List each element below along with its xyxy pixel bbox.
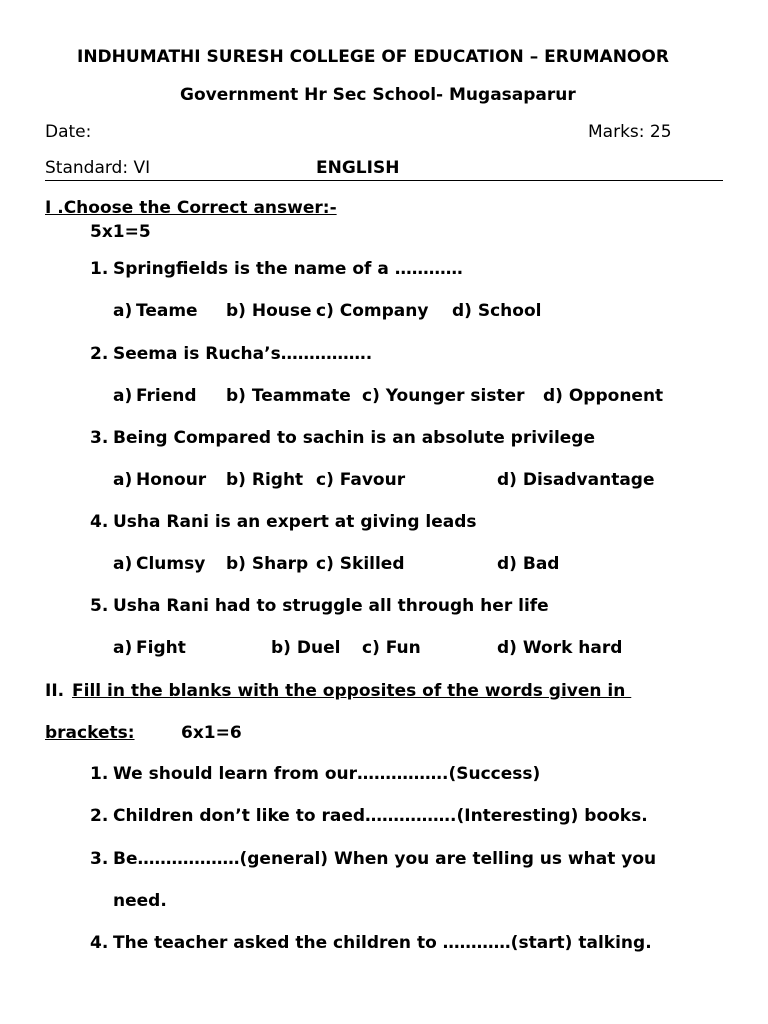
question-text-cont: need.: [113, 891, 167, 911]
option-a: Fight: [136, 638, 186, 658]
option-a-marker: a): [113, 301, 133, 321]
option-d: d) Bad: [497, 554, 560, 574]
question-text: Seema is Rucha’s…………….: [113, 344, 373, 364]
option-c: c) Company: [316, 301, 429, 321]
question-text: Usha Rani is an expert at giving leads: [113, 512, 477, 532]
option-c: c) Favour: [316, 470, 406, 490]
marks-label: Marks: 25: [588, 122, 672, 142]
question-text: Be………………(general) When you are telling us what you: [113, 849, 657, 869]
question-number: 5.: [90, 596, 109, 616]
subject-title: ENGLISH: [316, 158, 400, 178]
option-a-marker: a): [113, 386, 133, 406]
option-b: b) Right: [226, 470, 304, 490]
question-number: 1.: [90, 764, 109, 784]
question-number: 4.: [90, 933, 109, 953]
option-a-marker: a): [113, 554, 133, 574]
option-a-marker: a): [113, 638, 133, 658]
question-number: 2.: [90, 344, 109, 364]
question-text: Springfields is the name of a …………: [113, 259, 463, 279]
question-number: 2.: [90, 806, 109, 826]
option-a: Clumsy: [136, 554, 206, 574]
section2-title-cont: brackets:: [45, 723, 135, 743]
section2-roman: II.: [45, 681, 65, 701]
section1-marks: 5x1=5: [90, 222, 151, 242]
section1-title: I .Choose the Correct answer:-: [45, 198, 337, 218]
standard-label: Standard: VI: [45, 158, 151, 178]
section2-marks: 6x1=6: [181, 723, 242, 743]
option-b: b) Sharp: [226, 554, 309, 574]
question-text: We should learn from our…………….(Success): [113, 764, 541, 784]
section2-title: Fill in the blanks with the opposites of the words given in: [72, 681, 632, 701]
option-b: b) Duel: [271, 638, 341, 658]
school-title: Government Hr Sec School- Mugasaparur: [180, 85, 576, 105]
option-b: b) House: [226, 301, 312, 321]
college-title: INDHUMATHI SURESH COLLEGE OF EDUCATION – ERUMANOOR: [77, 47, 669, 67]
question-text: Being Compared to sachin is an absolute privilege: [113, 428, 596, 448]
option-d: d) Opponent: [543, 386, 664, 406]
option-a: Honour: [136, 470, 207, 490]
option-d: d) Disadvantage: [497, 470, 655, 490]
option-a: Teame: [136, 301, 198, 321]
option-d: d) Work hard: [497, 638, 623, 658]
option-c: c) Fun: [362, 638, 421, 658]
question-number: 3.: [90, 428, 109, 448]
header-divider: [45, 180, 723, 181]
question-text: Children don’t like to raed…………….(Interesting) books.: [113, 806, 648, 826]
question-number: 3.: [90, 849, 109, 869]
date-label: Date:: [45, 122, 92, 142]
option-a-marker: a): [113, 470, 133, 490]
option-a: Friend: [136, 386, 197, 406]
option-b: b) Teammate: [226, 386, 351, 406]
question-text: The teacher asked the children to …………(start) talking.: [113, 933, 652, 953]
question-text: Usha Rani had to struggle all through her life: [113, 596, 549, 616]
question-number: 4.: [90, 512, 109, 532]
question-number: 1.: [90, 259, 109, 279]
option-c: c) Skilled: [316, 554, 405, 574]
option-c: c) Younger sister: [362, 386, 525, 406]
option-d: d) School: [452, 301, 542, 321]
